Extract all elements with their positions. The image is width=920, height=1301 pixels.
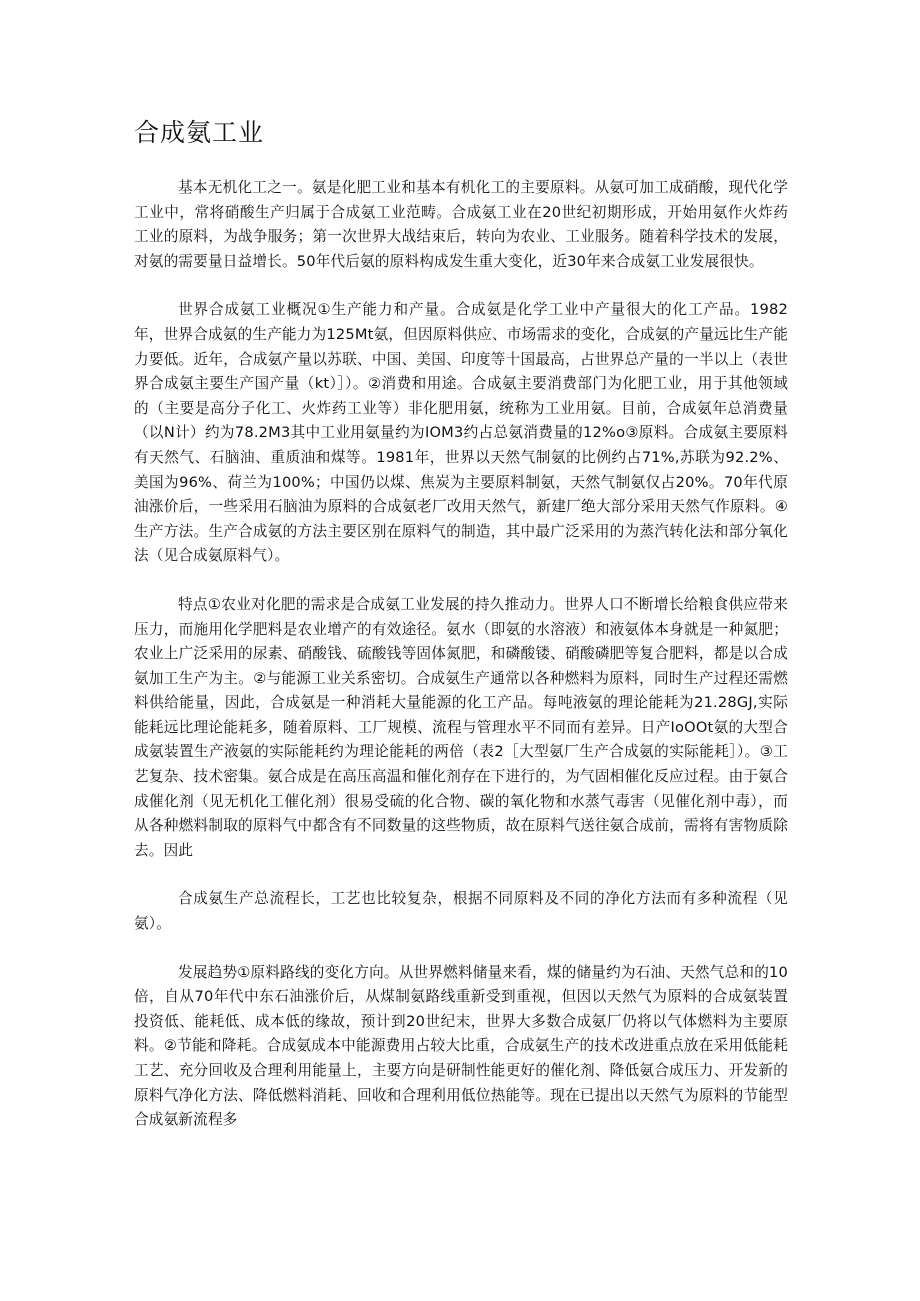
paragraph-development-trends: 发展趋势①原料路线的变化方向。从世界燃料储量来看，煤的储量约为石油、天然气总和的10倍，自从70年代中东石油涨价后，从煤制氨路线重新受到重视，但因以天然气为原料的合成氨装置投资低、能耗低、成本低的缘故，预计到20世纪末，世界大多数合成氨厂仍将以气体燃料为主要原料。②节能和降耗。合成氨成本中能源费用占较大比重，合成氨生产的技术改进重点放在采用低能耗工艺、充分回收及合理利用能量上，主要方向是研制性能更好的催化剂、降低氨合成压力、开发新的原料气净化方法、降低燃料消耗、回收和合理利用低位热能等。现在已提出以天然气为原料的节能型合成氨新流程多: [134, 963, 788, 1129]
paragraph-introduction: 基本无机化工之一。氨是化肥工业和基本有机化工的主要原料。从氨可加工成硝酸，现代化学工业中，常将硝酸生产归属于合成氨工业范畴。合成氨工业在20世纪初期形成，开始用氨作火炸药工业的原料，为战争服务；第一次世界大战结束后，转向为农业、工业服务。随着科学技术的发展，对氨的需要量日益增长。50年代后氨的原料构成发生重大变化，近30年来合成氨工业发展很快。: [134, 179, 788, 270]
paragraph-characteristics: 特点①农业对化肥的需求是合成氨工业发展的持久推动力。世界人口不断增长给粮食供应带来压力，而施用化学肥料是农业增产的有效途径。氨水（即氨的水溶液）和液氨体本身就是一种氮肥；农业上广泛采用的尿素、硝酸钱、硫酸钱等固体氮肥，和磷酸镂、硝酸磷肥等复合肥料，都是以合成氨加工生产为主。②与能源工业关系密切。合成氨生产通常以各种燃料为原料，同时生产过程还需燃料供给能量，因此，合成氨是一种消耗大量能源的化工产品。每吨液氨的理论能耗为21.28GJ,实际能耗远比理论能耗多，随着原料、工厂规模、流程与管理水平不同而有差异。日产IoOOt氨的大型合成氨装置生产液氨的实际能耗约为理论能耗的两倍（表2［大型氨厂生产合成氨的实际能耗］）。③工艺复杂、技术密集。氨合成是在高压高温和催化剂存在下进行的，为气固相催化反应过程。由于氨合成催化剂（见无机化工催化剂）很易受硫的化合物、碳的氧化物和水蒸气毒害（见催化剂中毒），而从各种燃料制取的原料气中都含有不同数量的这些物质，故在原料气送往氨合成前，需将有害物质除去。因此: [134, 595, 788, 859]
document-title: 合成氨工业: [134, 118, 265, 147]
paragraph-process-flow: 合成氨生产总流程长，工艺也比较复杂，根据不同原料及不同的净化方法而有多种流程（见氨）。: [134, 890, 788, 933]
paragraph-world-overview: 世界合成氨工业概况①生产能力和产量。合成氨是化学工业中产量很大的化工产品。1982年，世界合成氨的生产能力为125Mt氨，但因原料供应、市场需求的变化，合成氨的产量远比生产能力要低。近年，合成氨产量以苏联、中国、美国、印度等十国最高，占世界总产量的一半以上（表世界合成氨主要生产国产量（kt）］）。②消费和用途。合成氨主要消费部门为化肥工业，用于其他领域的（主要是高分子化工、火炸药工业等）非化肥用氨，统称为工业用氨。目前，合成氨年总消费量（以N计）约为78.2M3其中工业用氨量约为IOM3约占总氨消费量的12%o③原料。合成氨主要原料有天然气、石脑油、重质油和煤等。1981年，世界以天然气制氨的比例约占71%,苏联为92.2%、美国为96%、荷兰为100%；中国仍以煤、焦炭为主要原料制氨，天然气制氨仅占20%。70年代原油涨价后，一些采用石脑油为原料的合成氨老厂改用天然气，新建厂绝大部分采用天然气作原料。④生产方法。生产合成氨的方法主要区别在原料气的制造，其中最广泛采用的为蒸汽转化法和部分氧化法（见合成氨原料气）。: [134, 301, 788, 565]
